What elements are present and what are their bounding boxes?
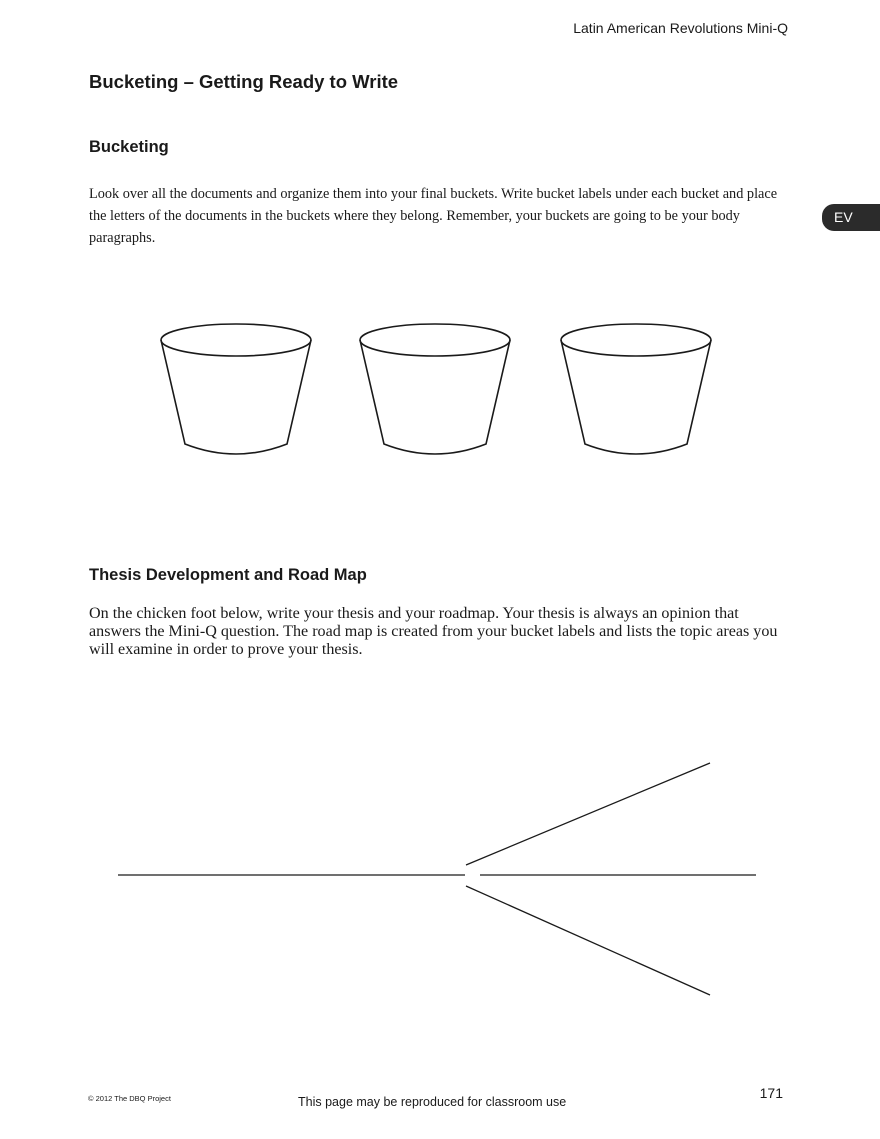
buckets-diagram (150, 318, 730, 463)
ev-section-tab: EV (822, 204, 880, 231)
thesis-heading: Thesis Development and Road Map (89, 566, 367, 584)
page-number: 171 (759, 1085, 783, 1101)
copyright: © 2012 The DBQ Project (88, 1094, 171, 1103)
page-title: Bucketing – Getting Ready to Write (89, 71, 399, 92)
running-header: Latin American Revolutions Mini-Q (573, 20, 788, 36)
bucket-3[interactable] (561, 324, 711, 454)
bucketing-instructions: Look over all the documents and organize them into your final buckets. Write bucket labels under each bucket and place the letters of the documents in the buckets where they belong. Remember, your buckets are going to be your body paragraphs. (89, 186, 778, 246)
roadmap-line-bottom[interactable] (466, 886, 710, 995)
chicken-foot-diagram (110, 755, 770, 1005)
roadmap-line-top[interactable] (466, 763, 710, 865)
reproduction-note: This page may be reproduced for classroom use (298, 1095, 567, 1109)
bucketing-heading: Bucketing (89, 138, 169, 156)
bucket-1[interactable] (161, 324, 311, 454)
thesis-instructions: On the chicken foot below, write your thesis and your roadmap. Your thesis is always an opinion that answers the Mini-Q question. The road map is created from your bucket labels and lists the topic areas you will examine in order to prove your thesis. (89, 605, 778, 658)
bucket-2[interactable] (360, 324, 510, 454)
